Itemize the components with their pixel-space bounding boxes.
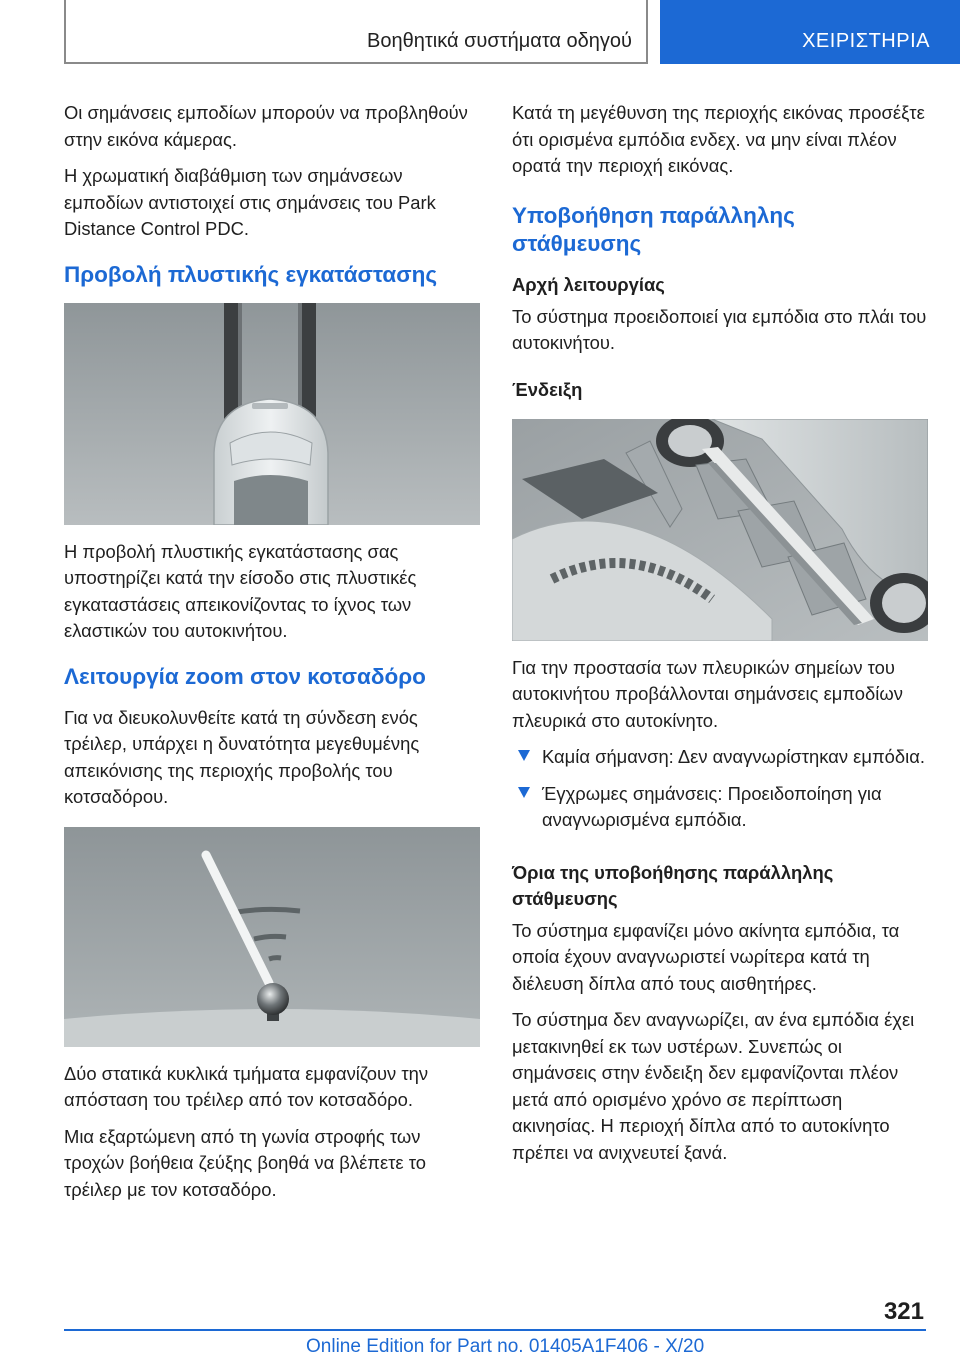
list-item: Καμία σήμανση: Δεν αναγνωρίστηκαν εμπόδια. xyxy=(512,744,930,771)
left-column xyxy=(64,100,482,1213)
paragraph-function-principle: Το σύστημα προειδοποιεί για εμπόδια στο πλάι του αυτοκινήτου. xyxy=(512,305,927,353)
paragraph-limits-static: Το σύστημα εμφανίζει μόνο ακίνητα εμπόδια, τα οποία έχουν αναγνωριστεί νωρίτερα κατά τη διέλευση δίπλα από τους αισθητήρες. xyxy=(512,919,900,994)
paragraph-coupling-aid: Μια εξαρτώμενη από τη γωνία στροφής των τροχών βοήθεια ζεύξης βοηθά να βλέπετε το τρέιλερ με τον κοτσαδόρο. xyxy=(64,1125,426,1200)
page-number: 321 xyxy=(883,1298,924,1325)
header-chapter-tab[interactable] xyxy=(660,0,960,64)
right-column xyxy=(512,100,930,1176)
header-chapter-title: ΧΕΙΡΙΣΤΗΡΙΑ xyxy=(802,30,930,52)
paragraph-color-gradation: Η χρωματική διαβάθμιση των σημάνσεων εμποδίων αντιστοιχεί στις σημάνσεις του Park Distance Control PDC. xyxy=(64,165,436,239)
paragraph-static-arcs: Δύο στατικά κυκλικά τμήματα εμφανίζουν την απόσταση του τρέιλερ από τον κοτσαδόρο. xyxy=(64,1062,429,1110)
heading-parallel-parking: Υποβοήθηση παράλληλης στάθμευσης xyxy=(512,202,795,256)
paragraph-car-wash-view: Η προβολή πλυστικής εγκατάστασης σας υποστηρίζει κατά την είσοδο στις πλυστικές εγκαταστάσεις απεικονίζοντας το ίχνος των ελαστικών του αυτοκινήτου. xyxy=(64,540,417,641)
footer-edition-link[interactable]: Online Edition for Part no. 01405A1F406 - X/20 xyxy=(306,1336,705,1357)
figure-side-markings xyxy=(512,419,928,641)
hitch-zoom-illustration xyxy=(64,827,480,1047)
car-wash-illustration xyxy=(64,303,480,525)
figure-hitch-zoom xyxy=(64,827,480,1047)
paragraph-side-protection: Για την προστασία των πλευρικών σημείων του αυτοκινήτου προβάλλονται σημάνσεις εμποδίων πλευρικά στο αυτοκίνητο. xyxy=(512,656,903,731)
heading-hitch-zoom: Λειτουργία zoom στον κοτσαδόρο xyxy=(64,663,426,689)
footer-divider xyxy=(64,1329,926,1331)
header-section-box xyxy=(64,0,648,64)
heading-system-limits: Όρια της υποβοήθησης παράλληλης στάθμευσης xyxy=(512,861,834,909)
heading-display: Ένδειξη xyxy=(512,378,583,400)
heading-function-principle: Αρχή λειτουργίας xyxy=(512,273,665,295)
figure-car-wash-view xyxy=(64,303,480,525)
paragraph-hitch-zoom: Για να διευκολυνθείτε κατά τη σύνδεση ενός τρέιλερ, υπάρχει η δυνατότητα μεγεθυμένης απεικόνισης της περιοχής προβολής του κοτσαδόρου. xyxy=(64,706,420,807)
list-item: Έγχρωμες σημάνσεις: Προειδοποίηση για αναγνωρισμένα εμπόδια. xyxy=(512,781,930,834)
paragraph-obstacle-markings: Οι σημάνσεις εμποδίων μπορούν να προβληθούν στην εικόνα κάμερας. xyxy=(64,102,468,150)
header-section-title: Βοηθητικά συστήματα οδηγού xyxy=(367,30,632,52)
heading-car-wash-view: Προβολή πλυστικής εγκατάστασης xyxy=(64,261,438,287)
triangle-bullet-icon xyxy=(518,750,530,761)
side-markings-illustration xyxy=(512,419,928,641)
marking-legend-list xyxy=(512,744,930,834)
paragraph-zoom-warning: Κατά τη μεγέθυνση της περιοχής εικόνας προσέξτε ότι ορισμένα εμπόδια ενδεχ. να μην είναι πλέον ορατά την περιοχή εικόνας. xyxy=(512,102,925,176)
paragraph-limits-moved: Το σύστημα δεν αναγνωρίζει, αν ένα εμπόδια έχει μετακινηθεί εκ των υστέρων. Συνεπώς οι σημάνσεις στην ένδειξη δεν εμφανίζονται πλέον μετά από ορισμένο χρόνο σε περίπτωση ακινησίας. Η περιοχή δίπλα από το αυτοκίνητο πρέπει να ανιχνευτεί ξανά. xyxy=(512,1009,915,1163)
triangle-bullet-icon xyxy=(518,787,530,798)
